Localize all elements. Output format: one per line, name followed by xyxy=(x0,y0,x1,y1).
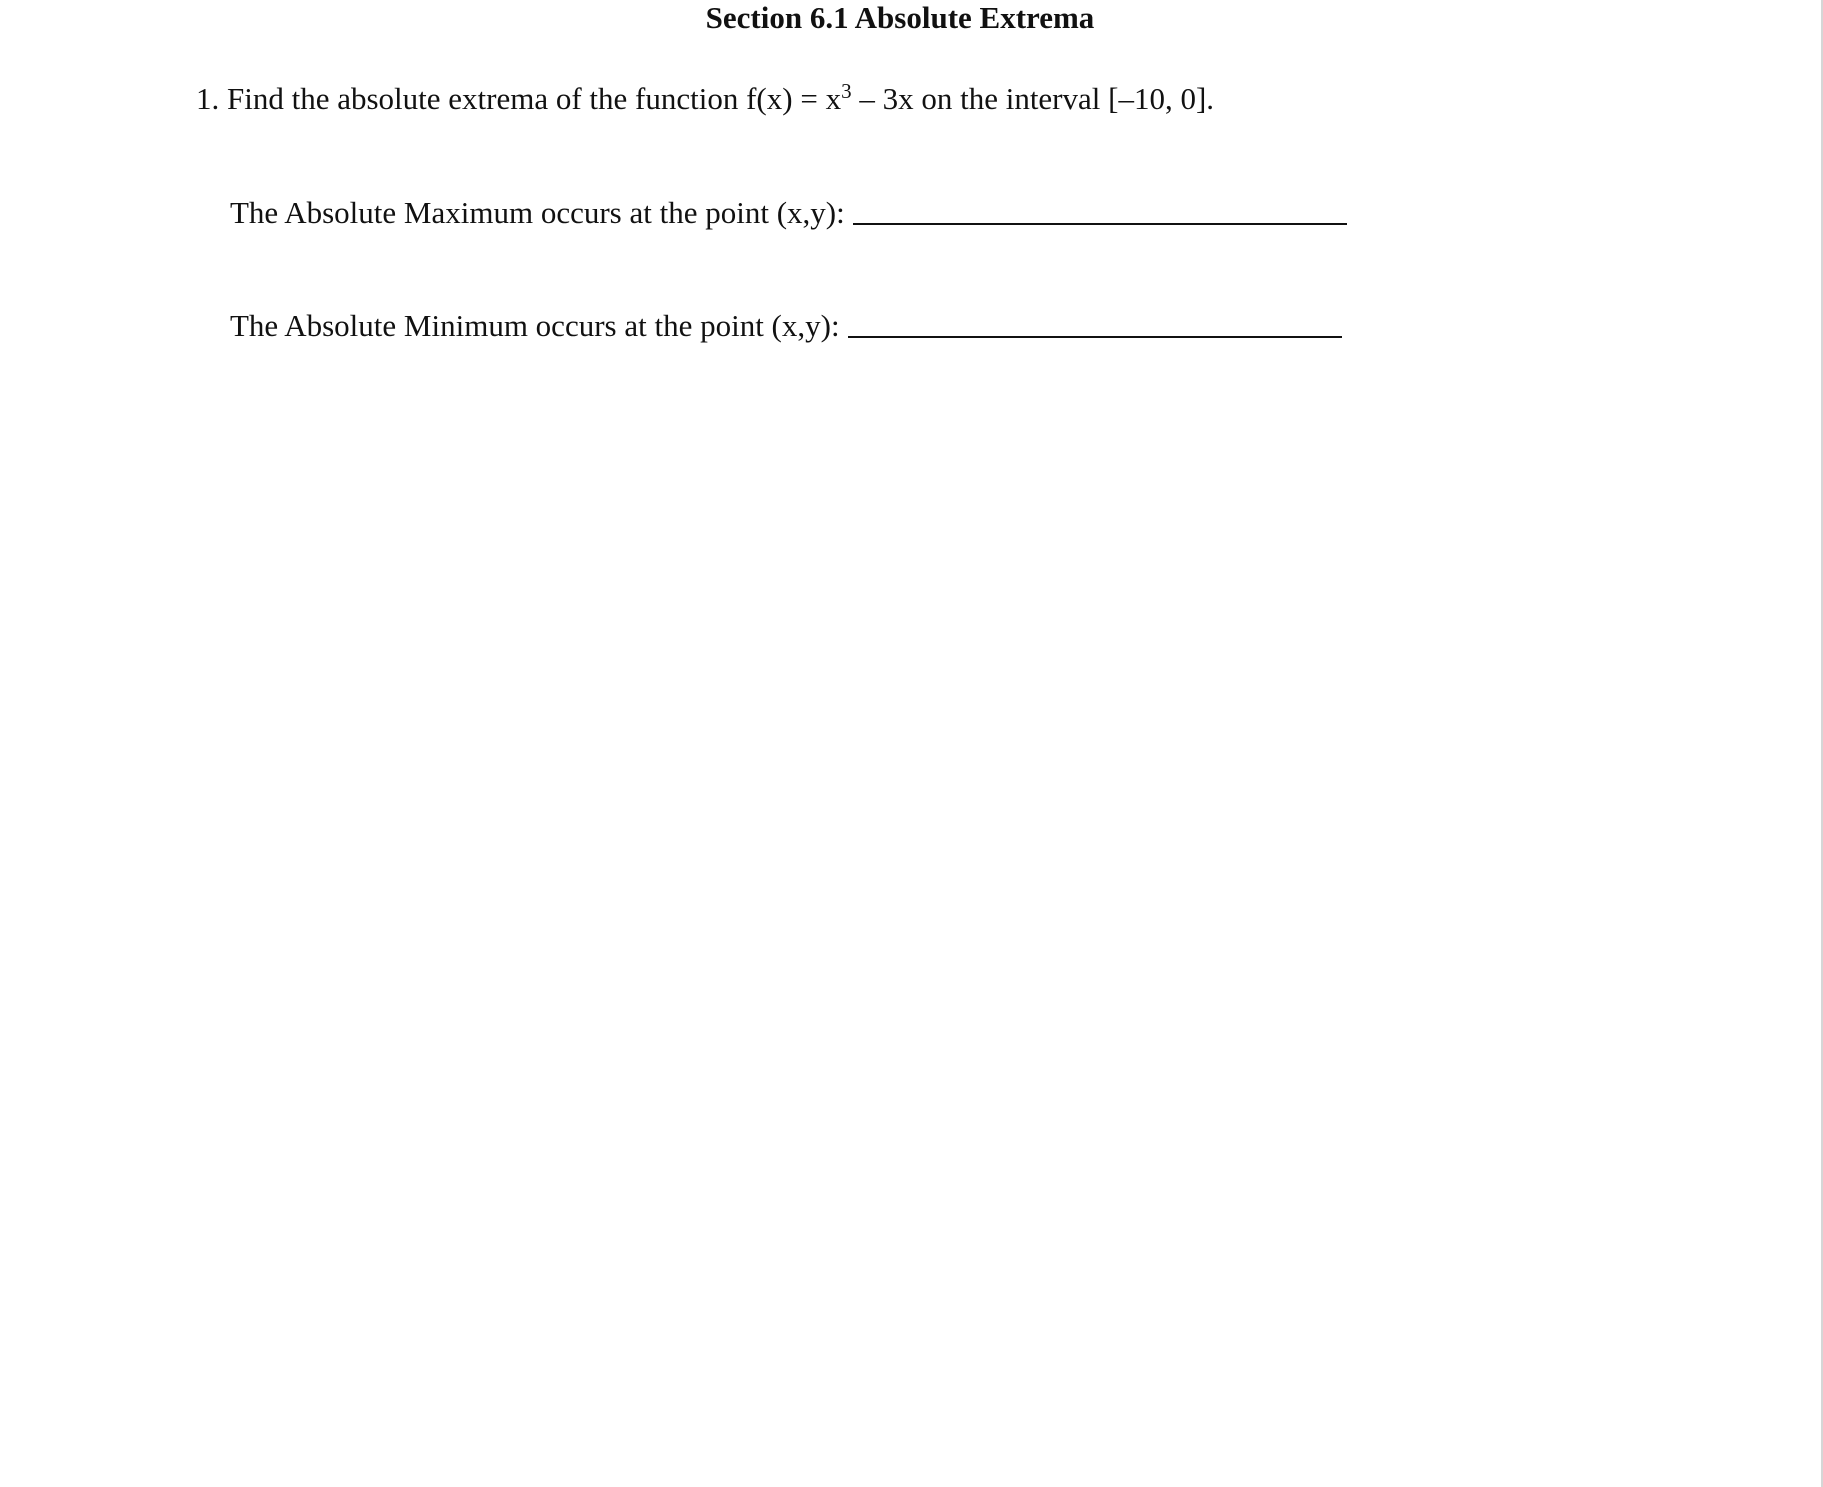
absolute-maximum-answer-blank[interactable] xyxy=(853,223,1347,225)
question-1 xyxy=(196,79,1214,119)
question-number: 1. xyxy=(196,81,220,116)
absolute-minimum-answer-blank[interactable] xyxy=(848,336,1342,338)
absolute-minimum-label: The Absolute Minimum occurs at the point (x,y): xyxy=(230,308,840,343)
absolute-minimum-row xyxy=(230,306,1342,346)
absolute-maximum-label: The Absolute Maximum occurs at the point (x,y): xyxy=(230,195,845,230)
question-text-before: Find the absolute extrema of the function f(x) = x xyxy=(227,81,842,116)
question-text-after: – 3x on the interval [–10, 0]. xyxy=(851,81,1215,116)
section-title: Section 6.1 Absolute Extrema xyxy=(705,0,1095,35)
absolute-maximum-row xyxy=(230,193,1347,233)
question-exponent: 3 xyxy=(841,79,852,103)
